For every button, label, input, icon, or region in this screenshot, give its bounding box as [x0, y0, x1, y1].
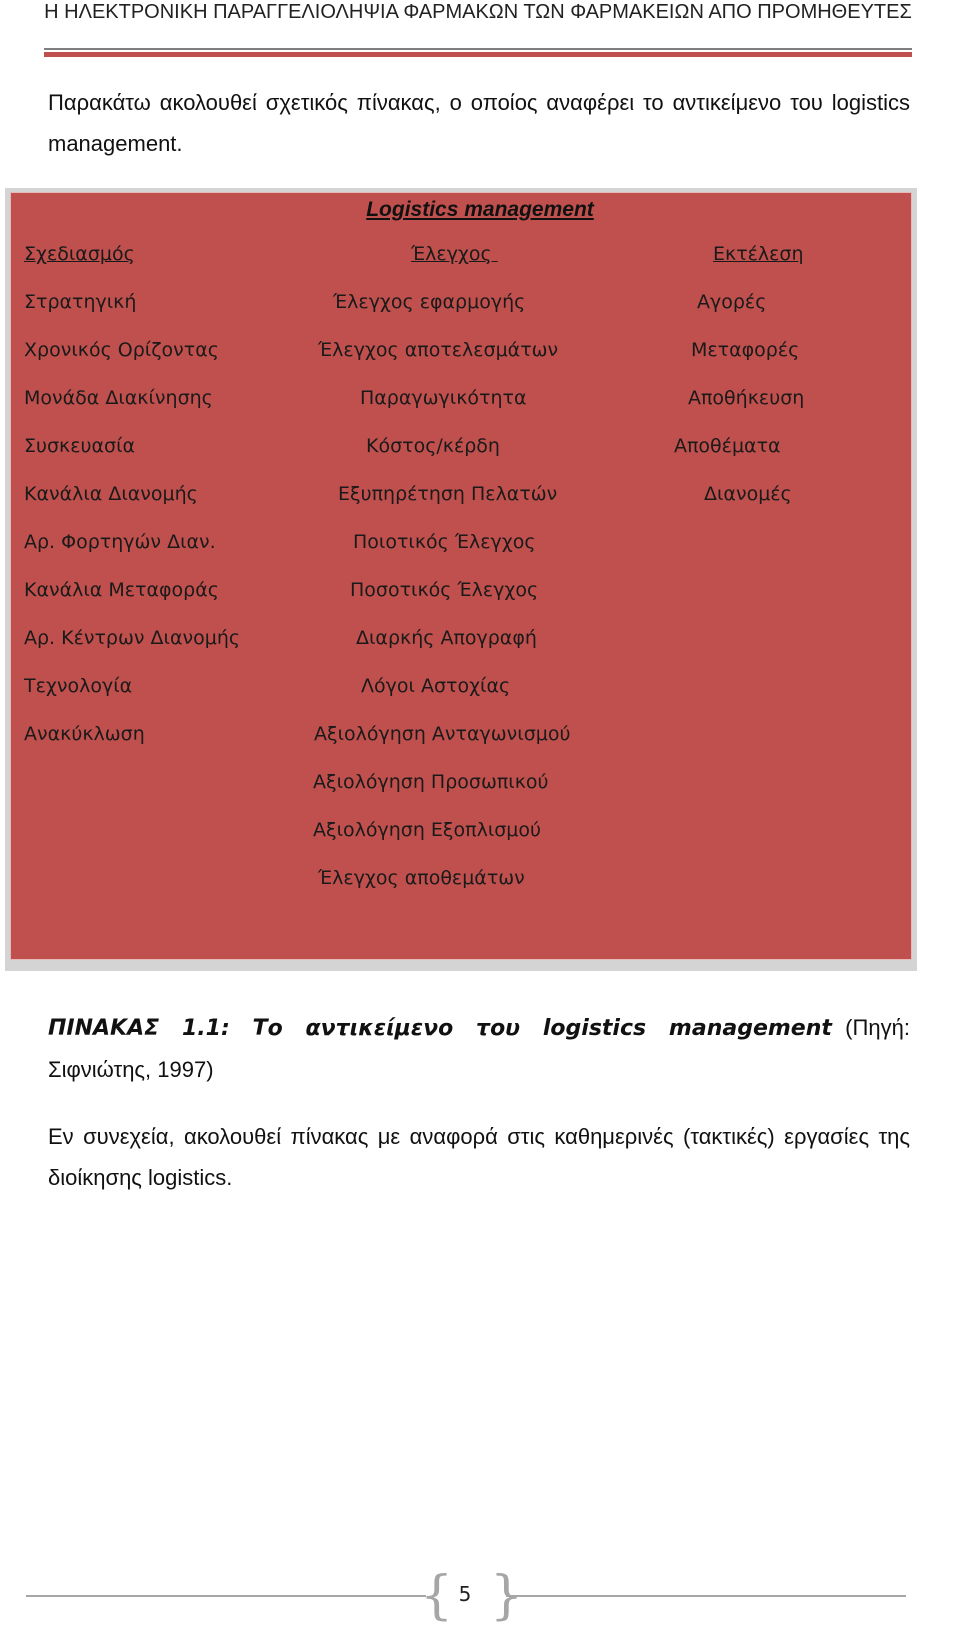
table-cell-col1: Συσκευασία — [24, 435, 136, 457]
caption-source: (Πηγή: Σιφνιώτης, 1997) — [48, 1015, 910, 1082]
table-cell-col2: Αξιολόγηση Ανταγωνισμού — [314, 723, 571, 745]
table-caption — [48, 1007, 910, 1090]
table-cell-col2: Ποσοτικός Έλεγχος — [350, 579, 539, 601]
table-header-execution: Εκτέλεση — [713, 243, 804, 265]
table-cell-col1: Αρ. Κέντρων Διανομής — [24, 627, 241, 649]
table-cell-col3: Αγορές — [697, 291, 767, 313]
table-cell-col3: Μεταφορές — [691, 339, 800, 361]
table-cell-col1: Κανάλια Μεταφοράς — [24, 579, 219, 601]
table-cell-col2: Έλεγχος αποθεμάτων — [318, 867, 525, 889]
left-brace-icon: { — [420, 1566, 454, 1626]
table-cell-col3: Αποθέματα — [674, 435, 781, 457]
table-cell-col2: Έλεγχος αποτελεσμάτων — [318, 339, 559, 361]
table-cell-col1: Αρ. Φορτηγών Διαν. — [24, 531, 216, 553]
caption-label: ΠΙΝΑΚΑΣ 1.1: Το αντικείμενο του logistics management — [48, 1016, 832, 1041]
table-cell-col2: Κόστος/κέρδη — [366, 435, 500, 457]
footer-rule-left — [26, 1595, 426, 1597]
table-cell-col2: Αξιολόγηση Προσωπικού — [313, 771, 549, 793]
followup-paragraph: Εν συνεχεία, ακολουθεί πίνακας με αναφορά στις καθημερινές (τακτικές) εργασίες της διοίκησης logistics. — [48, 1124, 910, 1190]
page-number: 5 — [458, 1582, 472, 1606]
table-cell-col1: Χρονικός Ορίζοντας — [24, 339, 219, 361]
footer-rule-right — [506, 1595, 906, 1597]
right-brace-icon: } — [490, 1566, 524, 1626]
running-header: Η ΗΛΕΚΤΡΟΝΙΚΗ ΠΑΡΑΓΓΕΛΙΟΛΗΨΙΑ ΦΑΡΜΑΚΩΝ ΤΩΝ ΦΑΡΜΑΚΕΙΩΝ ΑΠΟ ΠΡΟΜΗΘΕΥΤΕΣ — [44, 1, 912, 23]
table-cell-col1: Κανάλια Διανομής — [24, 483, 198, 505]
table-cell-col2: Αξιολόγηση Εξοπλισμού — [313, 819, 542, 841]
table-cell-col2: Διαρκής Απογραφή — [356, 627, 537, 649]
table-cell-col1: Τεχνολογία — [24, 675, 133, 697]
table-cell-col2: Λόγοι Αστοχίας — [361, 675, 511, 697]
table-cell-col1: Μονάδα Διακίνησης — [24, 387, 213, 409]
table-header-control: Έλεγχος — [411, 243, 498, 265]
table-cell-col2: Έλεγχος εφαρμογής — [333, 291, 526, 313]
table-title: Logistics management — [366, 198, 594, 221]
table-cell-col1: Ανακύκλωση — [24, 723, 145, 745]
table-cell-col2: Ποιοτικός Έλεγχος — [353, 531, 536, 553]
table-cell-col3: Διανομές — [704, 483, 792, 505]
table-cell-col1: Στρατηγική — [24, 291, 137, 313]
table-cell-col2: Παραγωγικότητα — [360, 387, 527, 409]
header-rule — [44, 52, 912, 57]
table-header-planning: Σχεδιασμός — [24, 243, 135, 265]
intro-paragraph: Παρακάτω ακολουθεί σχετικός πίνακας, ο οποίος αναφέρει το αντικείμενο του logistics management. — [48, 90, 910, 156]
table-cell-col2: Εξυπηρέτηση Πελατών — [338, 483, 558, 505]
table-cell-col3: Αποθήκευση — [688, 387, 805, 409]
